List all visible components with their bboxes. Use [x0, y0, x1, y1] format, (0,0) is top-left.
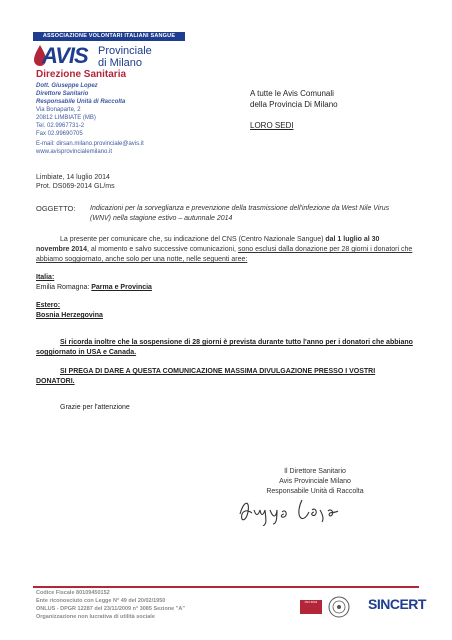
footer-line3: ONLUS - DPGR 12287 del 23/11/2009 n° 3085 Sezione "A"	[36, 606, 185, 612]
sender-name: Dott. Giuseppe Lopez	[36, 83, 98, 89]
recipient-line3: LORO SEDI	[250, 121, 294, 130]
certification-seal-icon	[328, 596, 350, 618]
recipient-line2: della Provincia Di Milano	[250, 100, 338, 109]
protocol-number: Prot. DS069-2014 GL/ms	[36, 183, 115, 190]
signature-line1: Il Direttore Sanitario	[284, 468, 346, 475]
paragraph-1	[36, 235, 414, 265]
paragraph-2: Si ricorda inoltre che la sospensione di 28 giorni è prevista durante tutto l'anno per i donatori che abbiano soggiornato in USA e Canada.	[36, 339, 413, 356]
paragraph-3: SI PREGA DI DARE A QUESTA COMUNICAZIONE MASSIMA DIVULGAZIONE PRESSO I VOSTRI DONATORI.	[36, 368, 376, 385]
italia-area-line	[36, 283, 152, 293]
signature-line3: Responsabile Unità di Raccolta	[266, 488, 364, 495]
handwritten-signature	[232, 492, 352, 526]
sincert-logo: SINCERT	[368, 596, 426, 612]
italia-area: Parma e Provincia	[91, 284, 152, 291]
sender-contacts	[36, 140, 144, 156]
logo-province	[98, 45, 152, 69]
italia-region: Emilia Romagna:	[36, 284, 92, 291]
subject-text: Indicazioni per la sorveglianza e prevenzione della trasmissione dell'infezione da West Nile Virus (WNV) nella stagione estivo – autunnale 2014	[90, 205, 390, 222]
recipient-line1: A tutte le Avis Comunali	[250, 89, 334, 98]
p1-part-b: dal 1 luglio al 30 novembre 2014	[36, 236, 380, 253]
logo-province-line1: Provinciale	[98, 45, 152, 57]
sender-fax: Fax 02.99690705	[36, 131, 83, 137]
department-title: Direzione Sanitaria	[36, 69, 127, 80]
signature-line2: Avis Provinciale Milano	[279, 478, 351, 485]
footer-block	[36, 589, 185, 621]
estero-area: Bosnia Herzegovina	[36, 312, 103, 319]
sender-block	[36, 82, 125, 138]
association-banner: ASSOCIAZIONE VOLONTARI ITALIANI SANGUE	[33, 32, 185, 41]
italia-label: Italia:	[36, 274, 55, 281]
sender-role2: Responsabile Unità di Raccolta	[36, 99, 126, 105]
letter-date: Limbiate, 14 luglio 2014	[36, 174, 110, 181]
subject-label: OGGETTO:	[36, 204, 76, 213]
p1-part-d: sono esclusi dalla donazione per 28 giorni i donatori che abbiamo soggiornato, anche solo per una notte, nelle seguenti aree:	[36, 246, 413, 263]
p1-part-a: La presente per comunicare che, su indicazione del CNS (Centro Nazionale Sangue)	[60, 236, 326, 243]
thanks-line: Grazie per l'attenzione	[60, 404, 130, 411]
date-block	[36, 173, 115, 191]
logo-province-line2: di Milano	[98, 57, 143, 69]
footer-divider	[33, 586, 419, 588]
sender-address2: 20812 LIMBIATE (MB)	[36, 115, 96, 121]
sender-email[interactable]: E-mail: dirsan.milano.provinciale@avis.it	[36, 141, 144, 147]
logo-word: AVIS	[42, 43, 88, 68]
sender-web[interactable]: www.avisprovincialemilano.it	[36, 149, 113, 155]
recipient-block	[250, 88, 338, 110]
sender-role: Direttore Sanitario	[36, 91, 89, 97]
footer-line4: Organizzazione non lucrativa di utilità sociale	[36, 614, 155, 620]
p1-part-c: , al momento e salvo successive comunicazioni,	[86, 246, 238, 253]
footer-line1: Codice Fiscale 80109450152	[36, 590, 110, 596]
sender-address1: Via Bonaparte, 2	[36, 107, 81, 113]
footer-line2: Ente riconosciuto con Legge N° 49 del 20/02/1950	[36, 598, 166, 604]
estero-label: Estero:	[36, 302, 61, 309]
sender-tel: Tel. 02.9967731-2	[36, 123, 85, 129]
certification-badge: ISO 9001	[300, 600, 322, 614]
